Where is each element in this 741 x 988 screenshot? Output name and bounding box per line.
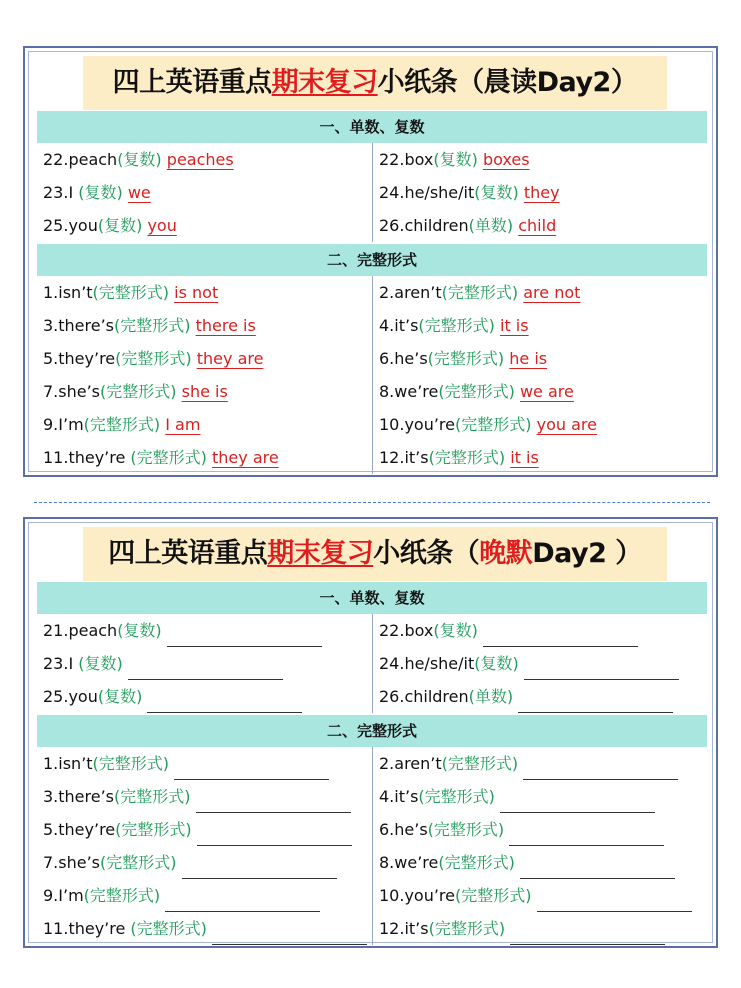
- answer-blank[interactable]: [212, 924, 367, 945]
- exercise-word: 7.she’s: [43, 382, 101, 401]
- exercise-hint: (完整形式): [100, 382, 177, 401]
- exercise-row: [37, 614, 707, 647]
- answer: they are: [212, 448, 279, 467]
- title-highlight: 期末复习: [267, 538, 374, 569]
- answer-blank[interactable]: [147, 692, 302, 713]
- exercise-item: [379, 647, 679, 680]
- exercise-hint: (复数): [78, 183, 123, 202]
- exercise-hint: (复数): [78, 654, 123, 673]
- answer-blank[interactable]: [524, 659, 679, 680]
- exercise-hint: (完整形式): [427, 820, 505, 839]
- exercise-hint: (完整形式): [114, 316, 191, 335]
- exercise-row: [37, 342, 707, 375]
- exercise-word: 9.I’m: [43, 886, 84, 905]
- answer-blank[interactable]: [197, 825, 352, 846]
- exercise-hint: (完整形式): [115, 349, 192, 368]
- exercise-hint: (完整形式): [428, 919, 506, 938]
- exercise-word: 3.there’s: [43, 316, 115, 335]
- exercise-item: [43, 879, 320, 912]
- exercise-item: [43, 309, 256, 342]
- exercise-item: [43, 375, 228, 408]
- exercise-item: [43, 846, 337, 879]
- exercise-word: 4.it’s: [379, 316, 419, 335]
- evening-dictation-card: [23, 517, 718, 948]
- exercise-row: [37, 176, 707, 209]
- exercise-item: [379, 780, 655, 813]
- answer: child: [518, 216, 557, 235]
- exercise-item: [379, 375, 574, 408]
- exercise-word: 4.it’s: [379, 787, 419, 806]
- title-middle: 小纸条（: [373, 538, 480, 569]
- exercise-hint: (完整形式): [130, 448, 207, 467]
- exercise-hint: (完整形式): [114, 787, 191, 806]
- exercise-item: [379, 209, 556, 242]
- cut-line: [34, 502, 710, 503]
- exercise-item: [43, 408, 200, 441]
- answer: you: [147, 216, 177, 235]
- exercise-item: [43, 647, 283, 680]
- exercise-word: 24.he/she/it: [379, 183, 475, 202]
- exercise-hint: (复数): [97, 687, 143, 706]
- exercise-row: [37, 408, 707, 441]
- exercise-word: 26.children: [379, 216, 469, 235]
- answer: is not: [174, 283, 219, 302]
- exercise-hint: (完整形式): [438, 382, 515, 401]
- exercise-hint: (完整形式): [427, 349, 505, 368]
- answer-blank[interactable]: [128, 659, 283, 680]
- exercise-item: [379, 309, 529, 342]
- exercise-word: 6.he’s: [379, 349, 428, 368]
- exercise-hint: (完整形式): [418, 316, 495, 335]
- exercise-hint: (完整形式): [83, 886, 161, 905]
- card-title: [83, 527, 667, 581]
- exercise-item: [43, 780, 351, 813]
- answer: you are: [536, 415, 597, 434]
- exercise-word: 23.I: [43, 183, 79, 202]
- exercise-word: 11.they’re: [43, 448, 131, 467]
- answer: we are: [519, 382, 574, 401]
- exercise-item: [379, 912, 665, 945]
- exercise-item: [379, 680, 673, 713]
- exercise-word: 2.aren’t: [379, 754, 442, 773]
- exercise-row: [37, 747, 707, 780]
- plural-grid: [37, 143, 707, 242]
- exercise-word: 2.aren’t: [379, 283, 442, 302]
- exercise-hint: (单数): [468, 216, 514, 235]
- title-middle: 小纸条（: [377, 67, 484, 98]
- exercise-hint: (复数): [97, 216, 143, 235]
- exercise-hint: (完整形式): [441, 754, 519, 773]
- exercise-hint: (完整形式): [418, 787, 495, 806]
- exercise-hint: (完整形式): [455, 415, 532, 434]
- full-form-grid: [37, 276, 707, 474]
- exercise-word: 8.we’re: [379, 853, 439, 872]
- exercise-hint: (完整形式): [438, 853, 515, 872]
- exercise-word: 25.you: [43, 216, 98, 235]
- answer: there is: [195, 316, 256, 335]
- exercise-hint: (完整形式): [83, 415, 161, 434]
- exercise-row: [37, 375, 707, 408]
- exercise-word: 5.they’re: [43, 820, 116, 839]
- answer: he is: [509, 349, 548, 368]
- title-prefix: 四上英语重点: [112, 67, 272, 98]
- title-suffix: Day2 ）: [532, 538, 642, 569]
- exercise-word: 1.isn’t: [43, 754, 93, 773]
- exercise-item: [379, 176, 560, 209]
- exercise-row: [37, 209, 707, 242]
- exercise-word: 21.peach: [43, 621, 118, 640]
- exercise-hint: (复数): [474, 183, 519, 202]
- exercise-row: [37, 879, 707, 912]
- answer: they: [523, 183, 560, 202]
- exercise-row: [37, 780, 707, 813]
- title-prefix: 四上英语重点: [108, 538, 268, 569]
- exercise-hint: (复数): [433, 150, 478, 169]
- answer: she is: [181, 382, 228, 401]
- exercise-word: 8.we’re: [379, 382, 439, 401]
- answer-blank[interactable]: [165, 891, 320, 912]
- exercise-row: [37, 680, 707, 713]
- exercise-row: [37, 309, 707, 342]
- exercise-item: [379, 408, 597, 441]
- exercise-item: [379, 441, 539, 474]
- exercise-hint: (完整形式): [92, 283, 170, 302]
- exercise-word: 23.I: [43, 654, 79, 673]
- exercise-item: [43, 614, 322, 647]
- exercise-hint: (完整形式): [441, 283, 519, 302]
- exercise-item: [379, 813, 664, 846]
- exercise-item: [379, 276, 580, 309]
- answer: we: [127, 183, 151, 202]
- exercise-hint: (完整形式): [455, 886, 532, 905]
- exercise-word: 24.he/she/it: [379, 654, 475, 673]
- exercise-item: [379, 143, 530, 176]
- card-title: [83, 56, 667, 110]
- exercise-word: 6.he’s: [379, 820, 428, 839]
- morning-review-card: [23, 46, 718, 477]
- exercise-word: 9.I’m: [43, 415, 84, 434]
- exercise-row: [37, 813, 707, 846]
- exercise-item: [379, 846, 675, 879]
- exercise-item: [43, 680, 302, 713]
- exercise-word: 3.there’s: [43, 787, 115, 806]
- exercise-word: 22.box: [379, 150, 434, 169]
- answer-blank[interactable]: [509, 825, 664, 846]
- answer-blank[interactable]: [510, 924, 665, 945]
- exercise-hint: (完整形式): [100, 853, 177, 872]
- exercise-word: 12.it’s: [379, 448, 429, 467]
- exercise-hint: (复数): [117, 150, 162, 169]
- answer-blank[interactable]: [537, 891, 692, 912]
- answer: peaches: [166, 150, 234, 169]
- exercise-word: 5.they’re: [43, 349, 116, 368]
- exercise-item: [43, 912, 367, 945]
- exercise-word: 25.you: [43, 687, 98, 706]
- title-highlight: 期末复习: [271, 67, 378, 98]
- section-header-full-form: 二、完整形式: [37, 715, 707, 747]
- exercise-hint: (完整形式): [428, 448, 506, 467]
- exercise-item: [43, 813, 352, 846]
- exercise-row: [37, 143, 707, 176]
- title-suffix: 晨读Day2）: [483, 67, 638, 98]
- answer-blank[interactable]: [167, 626, 322, 647]
- exercise-hint: (完整形式): [115, 820, 192, 839]
- section-header-full-form: 二、完整形式: [37, 244, 707, 276]
- exercise-row: [37, 276, 707, 309]
- exercise-word: 10.you’re: [379, 886, 455, 905]
- exercise-row: [37, 647, 707, 680]
- exercise-item: [379, 614, 638, 647]
- plural-grid: [37, 614, 707, 713]
- exercise-word: 22.box: [379, 621, 434, 640]
- exercise-word: 1.isn’t: [43, 283, 93, 302]
- exercise-word: 12.it’s: [379, 919, 429, 938]
- exercise-row: [37, 846, 707, 879]
- exercise-item: [43, 176, 151, 209]
- exercise-item: [43, 209, 177, 242]
- exercise-row: [37, 912, 707, 945]
- answer-blank[interactable]: [174, 759, 329, 780]
- exercise-hint: (完整形式): [130, 919, 207, 938]
- title-highlight-evening: 晚默: [479, 538, 533, 569]
- exercise-hint: (完整形式): [92, 754, 170, 773]
- exercise-word: 10.you’re: [379, 415, 455, 434]
- exercise-item: [43, 143, 234, 176]
- answer-blank[interactable]: [523, 759, 678, 780]
- answer-blank[interactable]: [196, 792, 351, 813]
- full-form-grid: [37, 747, 707, 945]
- answer: they are: [196, 349, 264, 368]
- answer: I am: [165, 415, 201, 434]
- exercise-word: 11.they’re: [43, 919, 131, 938]
- answer-blank[interactable]: [518, 692, 673, 713]
- answer: boxes: [482, 150, 530, 169]
- section-header-plural: 一、单数、复数: [37, 111, 707, 143]
- exercise-item: [43, 441, 279, 474]
- answer: are not: [523, 283, 581, 302]
- exercise-row: [37, 441, 707, 474]
- section-header-plural: 一、单数、复数: [37, 582, 707, 614]
- exercise-item: [379, 747, 678, 780]
- exercise-hint: (单数): [468, 687, 514, 706]
- exercise-item: [379, 342, 547, 375]
- exercise-item: [379, 879, 692, 912]
- exercise-item: [43, 342, 263, 375]
- exercise-word: 7.she’s: [43, 853, 101, 872]
- exercise-item: [43, 276, 218, 309]
- answer: it is: [510, 448, 539, 467]
- exercise-hint: (复数): [474, 654, 519, 673]
- answer-blank[interactable]: [520, 858, 675, 879]
- exercise-item: [43, 747, 329, 780]
- answer-blank[interactable]: [500, 792, 655, 813]
- exercise-word: 26.children: [379, 687, 469, 706]
- answer-blank[interactable]: [182, 858, 337, 879]
- exercise-word: 22.peach: [43, 150, 118, 169]
- exercise-hint: (复数): [117, 621, 162, 640]
- exercise-hint: (复数): [433, 621, 478, 640]
- answer: it is: [500, 316, 529, 335]
- answer-blank[interactable]: [483, 626, 638, 647]
